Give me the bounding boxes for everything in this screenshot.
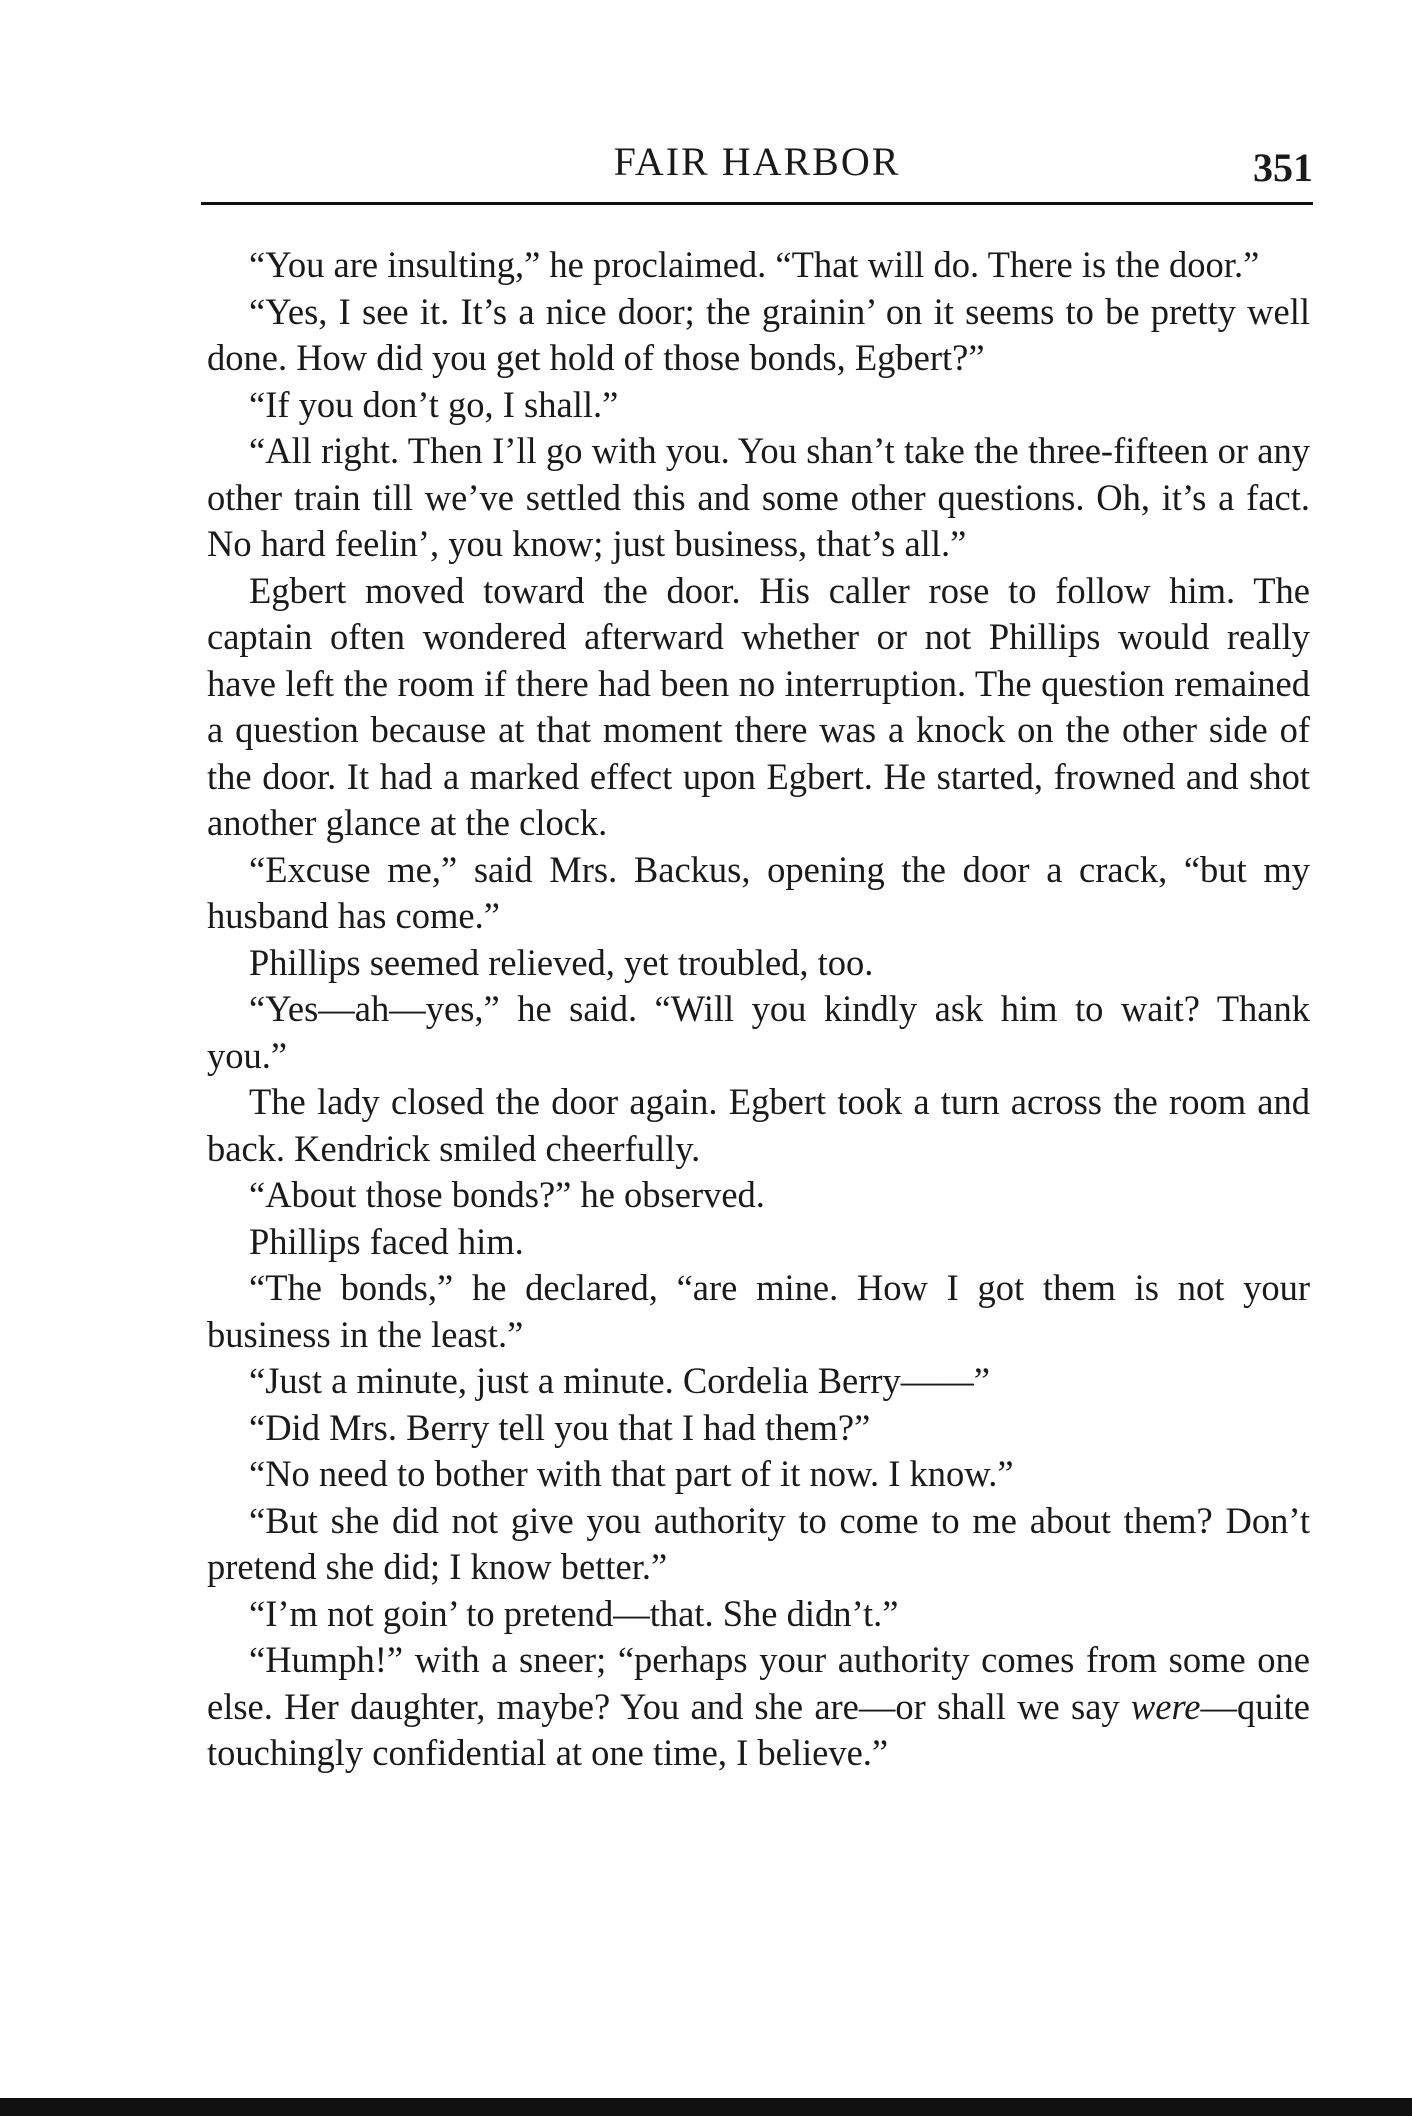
page-number: 351 <box>1253 145 1313 190</box>
paragraph-text: —quite touchingly confidential at one time, I believe.” <box>207 1685 1310 1773</box>
paragraph: “Yes, I see it. It’s a nice door; the grainin’ on it seems to be pretty well done. How did you get hold of those bonds, Egbert?” <box>207 290 1310 378</box>
paragraph: “The bonds,” he declared, “are mine. How I got them is not your business in the least.” <box>207 1267 1310 1355</box>
paragraph: “You are insulting,” he proclaimed. “That will do. There is the door.” <box>249 244 1260 285</box>
paragraph: “All right. Then I’ll go with you. You shan’t take the three-fifteen or any other train till we’ve settled this and some other questions. Oh, it’s a fact. No hard feelin’, you know; just business, that’s all.” <box>207 430 1310 564</box>
paragraph: Phillips seemed relieved, yet troubled, too. <box>249 941 874 983</box>
paragraph-text: “Humph!” with a sneer; “perhaps your authority comes from some one else. Her daughter, maybe? You and she are—or shall we say <box>207 1639 1310 1727</box>
body-text <box>207 242 1310 1777</box>
running-head: FAIR HARBOR <box>613 139 901 184</box>
paragraph: “But she did not give you authority to come to me about them? Don’t pretend she did; I know better.” <box>207 1499 1310 1587</box>
paragraph: “Yes—ah—yes,” he said. “Will you kindly ask him to wait? Thank you.” <box>207 988 1310 1076</box>
paragraph: “About those bonds?” he observed. <box>249 1174 765 1215</box>
paragraph <box>207 1637 1310 1777</box>
header-rule <box>201 202 1313 205</box>
paragraph: “Excuse me,” said Mrs. Backus, opening the door a crack, “but my husband has come.” <box>207 848 1310 936</box>
emphasis-text: were <box>1130 1685 1201 1727</box>
paragraph: “Did Mrs. Berry tell you that I had them?” <box>249 1406 871 1448</box>
paragraph: Phillips faced him. <box>249 1220 524 1262</box>
paragraph: “Just a minute, just a minute. Cordelia Berry——” <box>249 1360 990 1401</box>
paragraph: “If you don’t go, I shall.” <box>249 383 619 425</box>
paragraph: The lady closed the door again. Egbert took a turn across the room and back. Kendrick smiled cheerfully. <box>207 1081 1310 1169</box>
paragraph: Egbert moved toward the door. His caller rose to follow him. The captain often wondered afterward whether or not Phillips would really have left the room if there had been no interruption. The question remained a question because at that moment there was a knock on the other side of the door. It had a marked effect upon Egbert. He started, frowned and shot another glance at the clock. <box>207 569 1310 843</box>
page-header <box>201 138 1313 200</box>
paragraph: “I’m not goin’ to pretend—that. She didn’t.” <box>249 1592 899 1634</box>
page-bottom-edge <box>0 2098 1412 2116</box>
paragraph: “No need to bother with that part of it now. I know.” <box>249 1453 1014 1494</box>
